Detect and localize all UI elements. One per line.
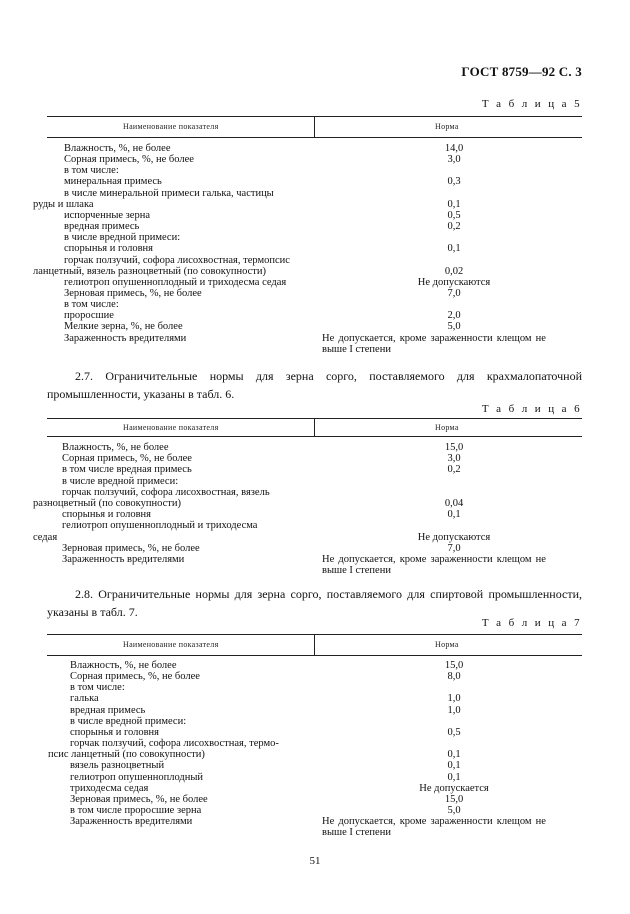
row-indicator-name: Зерновая примесь, %, не более bbox=[70, 793, 208, 805]
row-norm-value: 1,0 bbox=[447, 704, 461, 716]
table-row bbox=[0, 671, 630, 682]
row-indicator-name: псис ланцетный (по совокупности) bbox=[48, 749, 205, 761]
paragraph-2-8: 2.8. Ограничительные нормы для зерна сорго, поставляемого для спиртовой промышленности, указаны в табл. 7. bbox=[47, 587, 582, 619]
table-row bbox=[0, 165, 630, 176]
row-norm-value: 7,0 bbox=[447, 287, 461, 299]
table-row bbox=[0, 772, 630, 783]
table-row bbox=[0, 693, 630, 704]
table-row bbox=[0, 498, 630, 509]
table-row bbox=[0, 816, 630, 827]
row-indicator-name: триходесма седая bbox=[70, 782, 149, 794]
row-norm-value: 0,5 bbox=[447, 726, 461, 738]
row-norm-value: 15,0 bbox=[444, 660, 464, 671]
table-row bbox=[0, 344, 630, 355]
row-norm-value: 7,0 bbox=[447, 542, 461, 554]
table-row bbox=[0, 727, 630, 738]
row-indicator-name: гелиотроп опушенноплодный bbox=[70, 771, 204, 783]
table-row bbox=[0, 232, 630, 243]
table-row bbox=[0, 827, 630, 838]
row-norm-value: 0,02 bbox=[444, 265, 464, 277]
row-norm-value: 0,1 bbox=[447, 771, 461, 783]
row-norm-value: 0,1 bbox=[447, 760, 461, 772]
table-row bbox=[0, 760, 630, 771]
row-indicator-name: в том числе вредная примесь bbox=[62, 464, 192, 476]
table-row bbox=[0, 299, 630, 310]
table-row bbox=[0, 805, 630, 816]
page-number: 51 bbox=[309, 855, 321, 867]
table-row bbox=[0, 565, 630, 576]
table-row bbox=[0, 176, 630, 187]
row-norm-value: Не допускается, кроме зараженности клещом не bbox=[322, 816, 546, 828]
table-row bbox=[0, 464, 630, 475]
document-header: ГОСТ 8759—92 С. 3 bbox=[461, 64, 582, 79]
table-6-col-name-header: Наименование показателя bbox=[123, 423, 219, 432]
table-row bbox=[0, 333, 630, 344]
row-indicator-name: разноцветный (по совокупности) bbox=[33, 498, 181, 509]
row-indicator-name: вредная примесь bbox=[64, 221, 140, 233]
table-row bbox=[0, 310, 630, 321]
row-norm-value: 0,5 bbox=[447, 209, 461, 221]
row-norm-value: 3,0 bbox=[447, 453, 461, 465]
table-row bbox=[0, 255, 630, 266]
row-norm-value: выше I степени bbox=[322, 827, 391, 839]
table-row bbox=[0, 188, 630, 199]
table-row bbox=[0, 487, 630, 498]
row-norm-value: 15,0 bbox=[444, 793, 464, 805]
row-indicator-name: горчак ползучий, софора лисохвостная, вязель bbox=[62, 486, 270, 498]
table-row bbox=[0, 321, 630, 332]
table-7-caption: Т а б л и ц а 7 bbox=[481, 617, 582, 629]
table-row bbox=[0, 266, 630, 277]
table-7-col-norm-header: Норма bbox=[435, 640, 459, 649]
row-indicator-name: седая bbox=[33, 531, 58, 543]
table-5-header-rule bbox=[47, 137, 582, 138]
table-row bbox=[0, 783, 630, 794]
row-indicator-name: руды и шлака bbox=[33, 198, 94, 210]
row-indicator-name: Сорная примесь, %, не более bbox=[64, 154, 194, 166]
row-norm-value: 14,0 bbox=[444, 143, 464, 154]
table-row bbox=[0, 794, 630, 805]
row-indicator-name: горчак ползучий, софора лисохвостная, термо- bbox=[70, 738, 279, 750]
row-indicator-name: ланцетный, вязель разноцветный (по совокупности) bbox=[33, 265, 267, 277]
row-norm-value: 0,1 bbox=[447, 243, 461, 255]
row-norm-value: 0,1 bbox=[447, 509, 461, 521]
row-norm-value: Не допускается bbox=[419, 782, 489, 794]
table-row bbox=[0, 221, 630, 232]
table-row bbox=[0, 554, 630, 565]
row-indicator-name: спорынья и головня bbox=[70, 726, 159, 738]
table-row bbox=[0, 738, 630, 749]
row-indicator-name: Сорная примесь, %, не более bbox=[62, 453, 192, 465]
table-5-col-norm-header: Норма bbox=[435, 122, 459, 131]
row-norm-value: 0,2 bbox=[447, 464, 461, 476]
row-indicator-name: Зараженность вредителями bbox=[64, 332, 187, 344]
row-indicator-name: гелиотроп опушенноплодный и триходесма седая bbox=[64, 276, 287, 288]
table-7-header-rule bbox=[47, 655, 582, 656]
row-indicator-name: в числе вредной примеси: bbox=[62, 475, 179, 487]
row-norm-value: выше I степени bbox=[322, 343, 391, 355]
row-indicator-name: Зараженность вредителями bbox=[70, 816, 193, 828]
table-row bbox=[0, 210, 630, 221]
row-indicator-name: Влажность, %, не более bbox=[62, 442, 169, 453]
row-norm-value: Не допускаются bbox=[417, 276, 491, 288]
row-norm-value: 1,0 bbox=[447, 693, 461, 705]
table-5-col-divider bbox=[314, 116, 315, 137]
table-row bbox=[0, 453, 630, 464]
row-norm-value: Не допускается, кроме зараженности клещом не bbox=[322, 332, 546, 344]
row-indicator-name: Сорная примесь, %, не более bbox=[70, 671, 200, 683]
row-norm-value: 5,0 bbox=[447, 804, 461, 816]
table-row bbox=[0, 476, 630, 487]
table-7-col-name-header: Наименование показателя bbox=[123, 640, 219, 649]
row-norm-value: Не допускаются bbox=[417, 531, 491, 543]
table-row bbox=[0, 543, 630, 554]
row-norm-value: 0,2 bbox=[447, 221, 461, 233]
row-norm-value: 0,3 bbox=[447, 176, 461, 188]
table-6-col-divider bbox=[314, 418, 315, 436]
row-indicator-name: испорченные зерна bbox=[64, 209, 150, 221]
table-row bbox=[0, 288, 630, 299]
row-indicator-name: Влажность, %, не более bbox=[70, 660, 177, 671]
row-indicator-name: минеральная примесь bbox=[64, 176, 162, 188]
table-row bbox=[0, 509, 630, 520]
row-indicator-name: спорынья и головня bbox=[62, 509, 151, 521]
row-indicator-name: проросшие bbox=[64, 310, 114, 322]
row-norm-value: 15,0 bbox=[444, 442, 464, 453]
row-indicator-name: Мелкие зерна, %, не более bbox=[64, 321, 183, 333]
table-5-col-name-header: Наименование показателя bbox=[123, 122, 219, 131]
row-indicator-name: вязель разноцветный bbox=[70, 760, 165, 772]
row-indicator-name: Зараженность вредителями bbox=[62, 554, 185, 565]
row-indicator-name: в числе вредной примеси: bbox=[70, 715, 187, 727]
row-norm-value: 0,1 bbox=[447, 198, 461, 210]
paragraph-2-7: 2.7. Ограничительные нормы для зерна сорго, поставляемого для крахмалопаточной промышленности, указаны в табл. 6. bbox=[47, 369, 582, 401]
row-indicator-name: галька bbox=[70, 693, 99, 705]
row-norm-value: 0,04 bbox=[444, 498, 464, 509]
row-indicator-name: в том числе: bbox=[64, 165, 119, 177]
table-row bbox=[0, 749, 630, 760]
row-indicator-name: Зерновая примесь, %, не более bbox=[62, 542, 200, 554]
table-row bbox=[0, 532, 630, 543]
row-norm-value: 3,0 bbox=[447, 154, 461, 166]
table-5-caption: Т а б л и ц а 5 bbox=[481, 98, 582, 110]
row-norm-value: 8,0 bbox=[447, 671, 461, 683]
row-indicator-name: в том числе проросшие зерна bbox=[70, 804, 202, 816]
row-norm-value: Не допускается, кроме зараженности клещом не bbox=[322, 554, 546, 565]
table-row bbox=[0, 716, 630, 727]
table-row bbox=[0, 243, 630, 254]
row-indicator-name: Зерновая примесь, %, не более bbox=[64, 287, 202, 299]
row-norm-value: 5,0 bbox=[447, 321, 461, 333]
row-indicator-name: в числе минеральной примеси галька, частицы bbox=[64, 187, 274, 199]
table-row bbox=[0, 442, 630, 453]
row-indicator-name: в том числе: bbox=[70, 682, 125, 694]
table-7-col-divider bbox=[314, 634, 315, 655]
row-indicator-name: спорынья и головня bbox=[64, 243, 153, 255]
table-row bbox=[0, 660, 630, 671]
table-6-header-rule bbox=[47, 436, 582, 437]
row-norm-value: выше I степени bbox=[322, 565, 391, 577]
table-6-caption: Т а б л и ц а 6 bbox=[481, 403, 582, 415]
row-indicator-name: в том числе: bbox=[64, 299, 119, 311]
table-6-col-norm-header: Норма bbox=[435, 423, 459, 432]
table-row bbox=[0, 705, 630, 716]
row-indicator-name: Влажность, %, не более bbox=[64, 143, 171, 154]
table-row bbox=[0, 143, 630, 154]
table-row bbox=[0, 199, 630, 210]
table-row bbox=[0, 520, 630, 531]
row-indicator-name: вредная примесь bbox=[70, 704, 146, 716]
table-row bbox=[0, 154, 630, 165]
row-indicator-name: в числе вредной примеси: bbox=[64, 232, 181, 244]
row-indicator-name: гелиотроп опушенноплодный и триходесма bbox=[62, 520, 258, 532]
table-row bbox=[0, 682, 630, 693]
table-row bbox=[0, 277, 630, 288]
row-indicator-name: горчак ползучий, софора лисохвостная, термопсис bbox=[64, 254, 290, 266]
row-norm-value: 0,1 bbox=[447, 749, 461, 761]
row-norm-value: 2,0 bbox=[447, 310, 461, 322]
